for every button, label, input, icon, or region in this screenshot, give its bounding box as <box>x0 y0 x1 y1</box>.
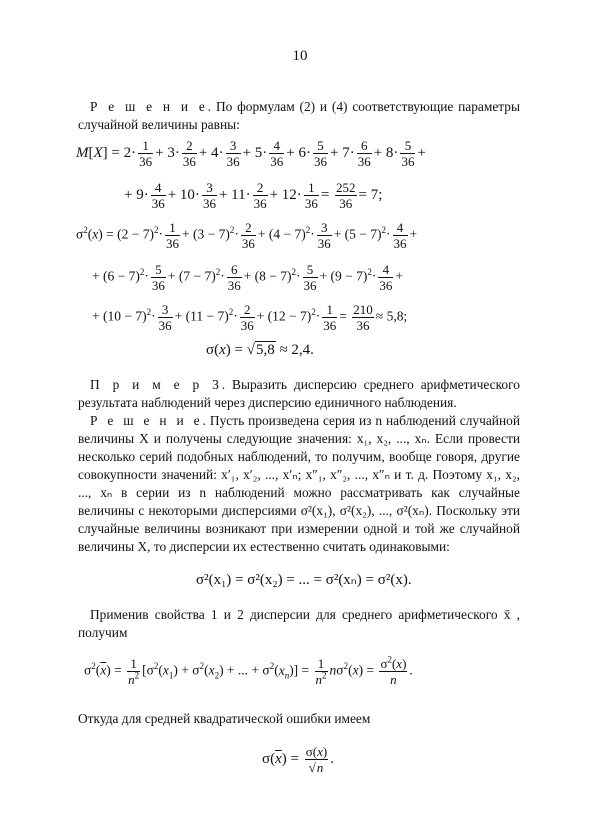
apply-properties-paragraph: Применив свойства 1 и 2 дисперсии для среднего арифметического x̄ , получим <box>78 607 520 640</box>
final-equation: $\sigma(\overline{x})$ = $\frac{\sigma(x)}{√n}$ . <box>262 744 334 775</box>
solution-text: . По формулам (2) и (4) соответствующие параметры случайной величины равны: <box>78 99 520 132</box>
std-equation: σ(x) = √5,8 ≈ 2,4. <box>206 342 314 358</box>
example-3-paragraph <box>78 376 520 412</box>
example-text: . Выразить дисперсию среднего арифметического результата наблюдений через дисперсию единичного наблюдения. <box>78 377 520 410</box>
solution-label: Р е ш е н и е <box>90 99 208 114</box>
example-label: П р и м е р 3 <box>90 377 222 392</box>
mean-equation-line-1: M[X] = 2· $\frac{1}{36}$ + 3· $\frac{2}{36}$ + 4· $\frac{3}{36}$ + 5· $\frac{4}{36}$ + 6· $\frac{5}{36}$ + 7· $\frac{6}{36}$ + 8· $\frac{5}{36}$ + <box>76 138 426 169</box>
variance-equation-line-3: + $(10 - 7)^2\cdot$ $\frac{3}{36}$ + $(11 - 7)^2\cdot$ $\frac{2}{36}$ + $(12 - 7)^2\cdot$ $\frac{1}{36}$ = $\frac{210}{36}$ ≈ 5,8; <box>92 302 408 333</box>
solution-paragraph-1 <box>78 98 520 134</box>
page-number: 10 <box>292 48 308 64</box>
variance-equation-line-1: $\sigma^2(x) = (2 - 7)^2\cdot$ $\frac{1}{36}$ + $(3 - 7)^2\cdot$ $\frac{2}{36}$ + $(4 - 7)^2\cdot$ $\frac{3}{36}$ + $(5 - 7)^2\cdot$ $\frac{4}{36}$ + <box>76 220 418 251</box>
equal-variances-equation: σ²(x₁) = σ²(x₂) = ... = σ²(xₙ) = σ²(x). <box>196 572 412 588</box>
mean-equation-line-2: + 9· $\frac{4}{36}$ + 10· $\frac{3}{36}$ + 11· $\frac{2}{36}$ + 12· $\frac{1}{36}$ = $\frac{252}{36}$ = 7; <box>124 180 383 211</box>
solution-paragraph-2 <box>78 412 520 556</box>
solution-label: Р е ш е н и е <box>90 413 203 428</box>
solution-text: . Пусть произведена серия из n наблюдений случайной величины X и получены следующие значения: x₁, x₂, ..., xₙ. Если провести несколько серий подобных наблюдений, то получим, вообще говоря, другие совокупности значений: x′₁, x′₂, ..., x′ₙ; x″₁, x″₂, ..., x″ₙ и т. д. Поэтому x₁, x₂, ..., xₙ в серии из n наблюдений можно рассматривать как случайные величины с некоторыми дисперсиями σ²(x₁), σ²(x₂), ..., σ²(xₙ). Поскольку эти случайные величины возникают при измерении одной и той же случайной величины X, то дисперсии их естественно считать одинаковыми: <box>78 413 521 554</box>
variance-equation-line-2: + $(6 - 7)^2\cdot$ $\frac{5}{36}$ + $(7 - 7)^2\cdot$ $\frac{6}{36}$ + $(8 - 7)^2\cdot$ $\frac{5}{36}$ + $(9 - 7)^2\cdot$ $\frac{4}{36}$ + <box>92 262 403 293</box>
error-paragraph: Откуда для средней квадратической ошибки имеем <box>78 711 371 726</box>
mean-variance-equation: $\sigma^2(\overline{x})$ = $\frac{1}{n^2}$ [$\sigma^2(x_1) + \sigma^2(x_2)$ + ... + $\sigma^2(x_n)$] = $\frac{1}{n^2}$ $n\sigma^2(x)$ = $\frac{\sigma^2(x)}{n}$ . <box>84 654 413 687</box>
